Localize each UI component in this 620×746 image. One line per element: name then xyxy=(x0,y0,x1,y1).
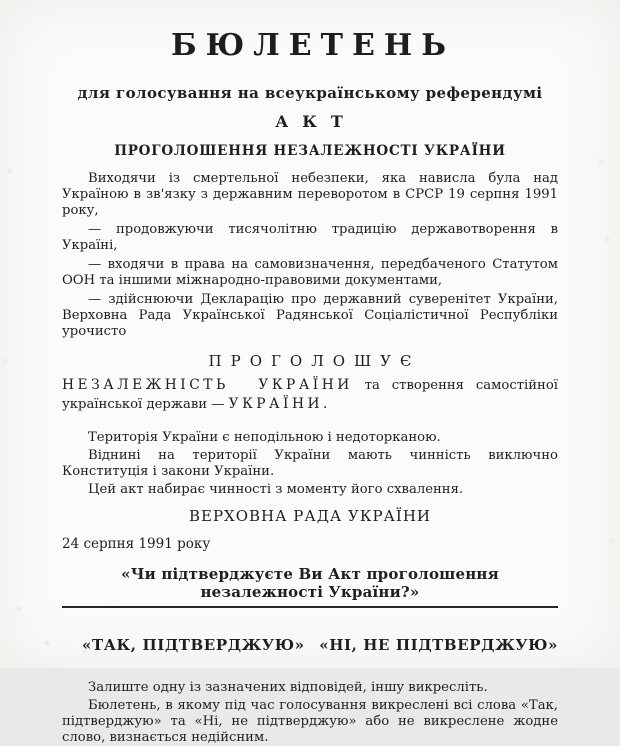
article-territory: Територія України є неподільною і недоторканою. xyxy=(88,429,441,445)
signature-verkhovna-rada: ВЕРХОВНА РАДА УКРАЇНИ xyxy=(188,506,432,525)
clause-tradition: — продовжуючи тисячолітню традицію державотворення в Україні, xyxy=(62,221,558,253)
articles-section xyxy=(62,430,558,498)
instruction-leave-one: Залиште одну із зазначених відповідей, іншу викресліть. xyxy=(88,679,488,695)
instruction-invalid: Бюлетень, в якому під час голосування викреслені всі слова «Так, підтверджую» та «Ні, не підтверджую» або не викреслене жодне слово, визнається недійсним. xyxy=(62,697,558,745)
date-line: 24 серпня 1991 року xyxy=(62,535,211,552)
clause-sovereignty-declaration: — здійснюючи Декларацію про державний суверенітет України, Верховна Рада Української Радянської Соціалістичної Республіки урочисто xyxy=(62,291,558,339)
article-effective: Цей акт набирає чинності з моменту його схвалення. xyxy=(88,481,464,497)
answer-options xyxy=(62,636,558,654)
proclamation-independence: НЕЗАЛЕЖНІСТЬ УКРАЇНИ xyxy=(62,376,353,393)
scan-noise xyxy=(0,0,2,2)
proclamation-middle: та створення самостійної української держави — xyxy=(62,377,558,412)
document-title: БЮЛЕТЕНЬ xyxy=(171,28,455,63)
proclamation-ukraine: УКРАЇНИ. xyxy=(228,395,331,412)
answer-no: «НІ, НЕ ПІДТВЕРДЖУЮ» xyxy=(319,635,558,654)
proclaims-heading: ПРОГОЛОШУЄ xyxy=(208,351,421,370)
document-subtitle: для голосування на всеукраїнському референдумі xyxy=(77,83,543,102)
article-constitution: Віднині на території України мають чинність виключно Конституція і закони України. xyxy=(62,447,558,479)
referendum-question: «Чи підтверджуєте Ви Акт проголошення незалежності України?» xyxy=(62,565,558,608)
act-subheading: ПРОГОЛОШЕННЯ НЕЗАЛЕЖНОСТІ УКРАЇНИ xyxy=(114,142,506,159)
act-heading: АКТ xyxy=(275,111,357,131)
clause-self-determination: — входячи в права на самовизначення, передбаченого Статутом ООН та іншими міжнародно-правовими документами, xyxy=(62,256,558,288)
proclamation-paragraph xyxy=(62,376,558,414)
preamble-paragraph: Виходячи із смертельної небезпеки, яка нависла була над Україною в зв'язку з державним переворотом в СРСР 19 серпня 1991 року, xyxy=(62,170,558,218)
answer-yes: «ТАК, ПІДТВЕРДЖУЮ» xyxy=(82,635,305,654)
